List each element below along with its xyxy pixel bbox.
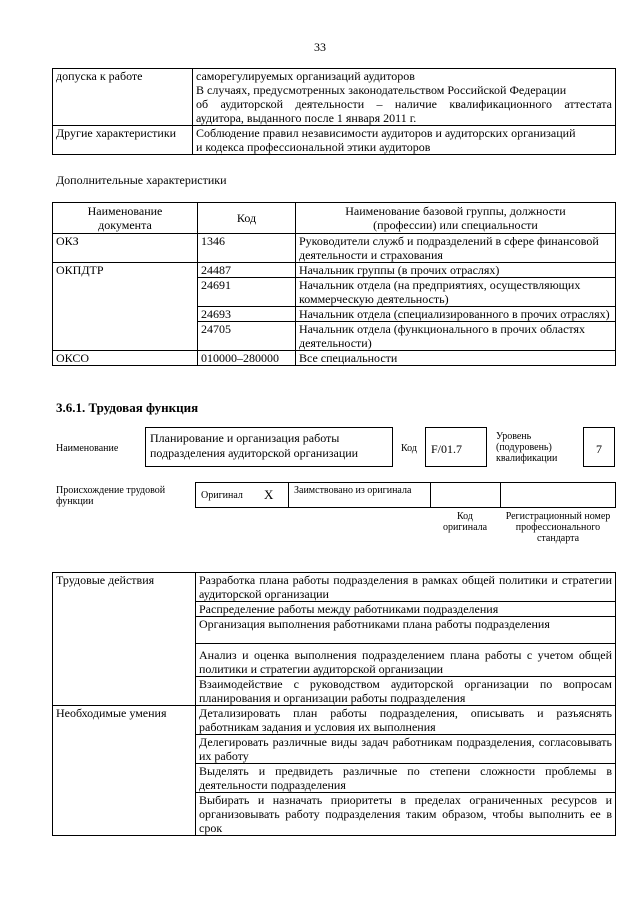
table-cell: 24691: [198, 278, 296, 307]
additional-title: Дополнительные характеристики: [56, 173, 227, 187]
table-row: [53, 126, 616, 155]
table-cell: 24705: [198, 322, 296, 351]
borrowed-label: Заимствовано из оригинала: [294, 485, 412, 496]
table-cell: ОКЗ: [53, 234, 198, 263]
text-line: Соблюдение правил независимости аудиторов и аудиторских организаций: [196, 126, 576, 140]
function-name-box: [145, 427, 393, 467]
table-cell: Выбирать и назначать приоритеты в пределах ограниченных ресурсов и организовывать работу подразделения таким образом, чтобы выполнить ее в срок: [196, 793, 616, 836]
original-mark: X: [264, 487, 274, 502]
top-table: [52, 68, 616, 155]
table-row: [53, 351, 616, 366]
table-cell: Начальник отдела (специализированного в прочих отраслях): [296, 307, 616, 322]
table-cell: Взаимодействие с руководством аудиторской организации по вопросам планирования и организации работы подразделения: [196, 677, 616, 706]
table-cell: 010000–280000: [198, 351, 296, 366]
section-label: Необходимые умения: [53, 706, 196, 836]
table-cell: 24487: [198, 263, 296, 278]
table-row: [53, 69, 616, 126]
code-label: Код: [401, 443, 417, 454]
table-header-row: [53, 203, 616, 234]
table-cell: Руководители служб и подразделений в сфере финансовой деятельности и страхования: [296, 234, 616, 263]
section-title: 3.6.1. Трудовая функция: [56, 400, 199, 415]
table-cell: Детализировать план работы подразделения, описывать и разъяснять работникам задания и условия их выполнения: [196, 706, 616, 735]
table-row: [53, 706, 616, 735]
origin-label: Происхождение трудовой функции: [56, 485, 166, 507]
borrowed-box: [288, 482, 431, 508]
level-box: [583, 427, 615, 467]
row-label: допуска к работе: [53, 69, 193, 126]
table-cell: 1346: [198, 234, 296, 263]
text-line: В случаях, предусмотренных законодательством Российской Федерации: [196, 83, 567, 97]
table-cell: ОКПДТР: [53, 263, 198, 351]
table-cell: Распределение работы между работниками подразделения: [196, 602, 616, 617]
page-number: 33: [314, 40, 326, 54]
table-cell: Начальник отдела (функционального в прочих областях деятельности): [296, 322, 616, 351]
code-value: F/01.7: [431, 442, 463, 456]
table-cell: Анализ и оценка выполнения подразделением плана работы с учетом общей политики и стратегии аудиторской организации: [196, 644, 616, 677]
table-cell: Начальник группы (в прочих отраслях): [296, 263, 616, 278]
table-cell: Разработка плана работы подразделения в рамках общей политики и стратегии аудиторской организации: [196, 573, 616, 602]
level-label: Уровень (подуровень) квалификации: [496, 431, 558, 464]
table-cell: Делегировать различные виды задач работникам подразделения, согласовывать их работу: [196, 735, 616, 764]
row-text: [193, 126, 616, 155]
code-original-label: Код оригинала: [442, 511, 488, 533]
table-cell: Организация выполнения работниками плана работы подразделения: [196, 617, 616, 644]
row-label: Другие характеристики: [53, 126, 193, 155]
code-box: [425, 427, 487, 467]
original-box: [195, 482, 289, 508]
table-cell: 24693: [198, 307, 296, 322]
reg-number-box: [500, 482, 616, 508]
text-line: аудитора, выданного после 1 января 2011 г.: [196, 111, 417, 125]
table-row: [53, 234, 616, 263]
table-cell: ОКСО: [53, 351, 198, 366]
table-cell: Начальник отдела (на предприятиях, осуществляющих коммерческую деятельность): [296, 278, 616, 307]
column-header: Код: [198, 203, 296, 234]
function-name: Планирование и организация работы подразделения аудиторской организации: [150, 431, 359, 460]
name-label: Наименование: [56, 443, 119, 454]
column-header: Наименование базовой группы, должности (профессии) или специальности: [296, 203, 616, 234]
row-text: [193, 69, 616, 126]
table-cell: Все специальности: [296, 351, 616, 366]
section-label: Трудовые действия: [53, 573, 196, 706]
level-value: 7: [596, 442, 602, 456]
table-row: [53, 573, 616, 602]
text-line: об аудиторской деятельности – наличие квалификационного аттестата: [196, 97, 612, 111]
text-line: саморегулируемых организаций аудиторов: [196, 69, 415, 83]
code-original-box: [430, 482, 501, 508]
text-line: и кодекса профессиональной этики аудиторов: [196, 140, 431, 154]
table-cell: Выделять и предвидеть различные по степени сложности проблемы в деятельности подразделения: [196, 764, 616, 793]
column-header: Наименование документа: [53, 203, 198, 234]
original-label: Оригинал: [201, 490, 243, 501]
reg-number-label: Регистрационный номер профессионального стандарта: [505, 511, 611, 544]
table-row: [53, 263, 616, 278]
additional-table: [52, 202, 616, 366]
labor-actions-table: [52, 572, 616, 836]
